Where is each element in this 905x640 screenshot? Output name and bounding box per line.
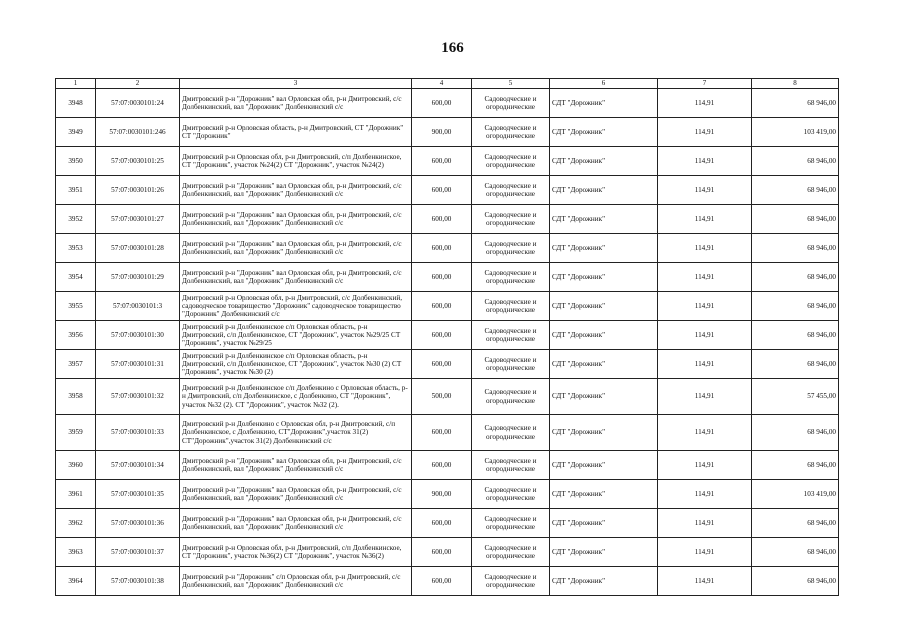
plot-area: 600,00: [412, 321, 472, 350]
unit-price: 114,91: [658, 509, 752, 538]
plot-address: Дмитровский р-н Долбенкинское с/п Орловская область, р-н Дмитровский, с/п Долбенкинское, СТ "Дорожник", участок №29/25 СТ "Дорожник", участок №29/25: [180, 321, 412, 350]
land-use: Садоводческие и огороднические: [472, 147, 550, 176]
unit-price: 114,91: [658, 415, 752, 451]
row-number: 3956: [56, 321, 96, 350]
column-header: 2: [96, 79, 180, 89]
cadastral-cost: 68 946,00: [752, 263, 839, 292]
land-use: Садоводческие и огороднические: [472, 292, 550, 321]
column-header: 3: [180, 79, 412, 89]
row-number: 3951: [56, 176, 96, 205]
plot-address: Дмитровский р-н Орловская обл, р-н Дмитровский, с/п Долбенкинское, СТ "Дорожник", участок №24(2) СТ "Дорожник", участок №24(2): [180, 147, 412, 176]
cadastral-cost: 68 946,00: [752, 292, 839, 321]
cadastral-number: 57:07:0030101:26: [96, 176, 180, 205]
plot-area: 600,00: [412, 567, 472, 596]
owner-name: СДТ "Дорожник": [550, 538, 658, 567]
unit-price: 114,91: [658, 480, 752, 509]
row-number: 3949: [56, 118, 96, 147]
land-use: Садоводческие и огороднические: [472, 205, 550, 234]
table-row: [56, 538, 839, 567]
plot-area: 600,00: [412, 415, 472, 451]
plot-area: 600,00: [412, 538, 472, 567]
table-row: [56, 350, 839, 379]
owner-name: СДТ "Дорожник": [550, 263, 658, 292]
land-use: Садоводческие и огороднические: [472, 176, 550, 205]
cadastral-cost: 68 946,00: [752, 176, 839, 205]
owner-name: СДТ "Дорожник": [550, 292, 658, 321]
cadastral-number: 57:07:0030101:38: [96, 567, 180, 596]
cadastral-number: 57:07:0030101:28: [96, 234, 180, 263]
table-row: [56, 234, 839, 263]
plot-address: Дмитровский р-н Орловская область, р-н Дмитровский, СТ "Дорожник" СТ "Дорожник": [180, 118, 412, 147]
plot-address: Дмитровский р-н "Дорожник" вал Орловская обл, р-н Дмитровский, с/с Долбенкинский, вал "Дорожник" Долбенкинский с/с: [180, 263, 412, 292]
cadastral-cost: 68 946,00: [752, 451, 839, 480]
plot-area: 600,00: [412, 89, 472, 118]
cadastral-number: 57:07:0030101:27: [96, 205, 180, 234]
row-number: 3963: [56, 538, 96, 567]
cadastral-number: 57:07:0030101:246: [96, 118, 180, 147]
unit-price: 114,91: [658, 205, 752, 234]
plot-address: Дмитровский р-н "Дорожник" вал Орловская обл, р-н Дмитровский, с/с Долбенкинский, вал "Дорожник" Долбенкинский с/с: [180, 509, 412, 538]
plot-address: Дмитровский р-н "Дорожник" вал Орловская обл, р-н Дмитровский, с/с Долбенкинский, вал "Дорожник" Долбенкинский с/с: [180, 234, 412, 263]
cadastral-cost: 103 419,00: [752, 118, 839, 147]
row-number: 3952: [56, 205, 96, 234]
owner-name: СДТ "Дорожник": [550, 176, 658, 205]
unit-price: 114,91: [658, 292, 752, 321]
land-use: Садоводческие и огороднические: [472, 509, 550, 538]
cadastral-cost: 68 946,00: [752, 321, 839, 350]
owner-name: СДТ "Дорожник": [550, 234, 658, 263]
unit-price: 114,91: [658, 451, 752, 480]
cadastral-number: 57:07:0030101:36: [96, 509, 180, 538]
land-use: Садоводческие и огороднические: [472, 538, 550, 567]
table-row: [56, 176, 839, 205]
owner-name: СДТ "Дорожник": [550, 118, 658, 147]
row-number: 3964: [56, 567, 96, 596]
plot-address: Дмитровский р-н "Дорожник" с/п Орловская обл, р-н Дмитровский, с/с Долбенкинский, вал "Дорожник" Долбенкинский с/с: [180, 567, 412, 596]
plot-area: 600,00: [412, 292, 472, 321]
land-use: Садоводческие и огороднические: [472, 451, 550, 480]
plot-address: Дмитровский р-н Долбенкинское с/п Долбенкино с Орловская область, р-н Дмитровский, с/п Долбенкинское, с Долбенкино, СТ "Дорожник", участок №32 (2). СТ "Дорожник", участок №32 (2).: [180, 379, 412, 415]
cadastral-cost: 68 946,00: [752, 234, 839, 263]
table-row: [56, 379, 839, 415]
cadastral-cost: 68 946,00: [752, 89, 839, 118]
plot-area: 600,00: [412, 350, 472, 379]
cadastral-number: 57:07:0030101:3: [96, 292, 180, 321]
unit-price: 114,91: [658, 89, 752, 118]
plot-address: Дмитровский р-н Долбенкинское с/п Орловская область, р-н Дмитровский, с/п Долбенкинское, СТ "Дорожник", участок №30 (2) СТ "Дорожник", участок №30 (2): [180, 350, 412, 379]
column-header: 8: [752, 79, 839, 89]
plot-address: Дмитровский р-н Долбенкино с Орловская обл, р-н Дмитровский, с/п Долбенкинское, с Долбенкино, СТ"Дорожник",участок 31(2) СТ"Дорожник",участок 31(2) Долбенкинский с/с: [180, 415, 412, 451]
plot-area: 900,00: [412, 480, 472, 509]
cadastral-cost: 68 946,00: [752, 538, 839, 567]
land-use: Садоводческие и огороднические: [472, 89, 550, 118]
unit-price: 114,91: [658, 567, 752, 596]
owner-name: СДТ "Дорожник": [550, 321, 658, 350]
plot-address: Дмитровский р-н "Дорожник" вал Орловская обл, р-н Дмитровский, с/с Долбенкинский, вал "Дорожник" Долбенкинский с/с: [180, 176, 412, 205]
plot-address: Дмитровский р-н "Дорожник" вал Орловская обл, р-н Дмитровский, с/с Долбенкинский, вал "Дорожник" Долбенкинский с/с: [180, 480, 412, 509]
cadastral-number: 57:07:0030101:30: [96, 321, 180, 350]
row-number: 3948: [56, 89, 96, 118]
cadastral-cost: 68 946,00: [752, 415, 839, 451]
page-number: 166: [441, 40, 464, 56]
unit-price: 114,91: [658, 263, 752, 292]
table-row: [56, 205, 839, 234]
table-row: [56, 480, 839, 509]
owner-name: СДТ "Дорожник": [550, 205, 658, 234]
row-number: 3958: [56, 379, 96, 415]
table-row: [56, 118, 839, 147]
owner-name: СДТ "Дорожник": [550, 379, 658, 415]
column-header: 5: [472, 79, 550, 89]
plot-address: Дмитровский р-н Орловская обл, р-н Дмитровский, с/п Долбенкинское, СТ "Дорожник", участок №36(2) СТ "Дорожник", участок №36(2): [180, 538, 412, 567]
plot-area: 600,00: [412, 263, 472, 292]
table-row: [56, 415, 839, 451]
plot-area: 500,00: [412, 379, 472, 415]
cadastral-number: 57:07:0030101:31: [96, 350, 180, 379]
land-use: Садоводческие и огороднические: [472, 480, 550, 509]
row-number: 3953: [56, 234, 96, 263]
cadastral-number: 57:07:0030101:35: [96, 480, 180, 509]
table-row: [56, 263, 839, 292]
cadastral-number: 57:07:0030101:29: [96, 263, 180, 292]
column-header: 4: [412, 79, 472, 89]
owner-name: СДТ "Дорожник": [550, 451, 658, 480]
table-row: [56, 292, 839, 321]
unit-price: 114,91: [658, 379, 752, 415]
land-use: Садоводческие и огороднические: [472, 234, 550, 263]
land-use: Садоводческие и огороднические: [472, 118, 550, 147]
cadastral-cost: 68 946,00: [752, 350, 839, 379]
owner-name: СДТ "Дорожник": [550, 89, 658, 118]
plot-area: 600,00: [412, 509, 472, 538]
owner-name: СДТ "Дорожник": [550, 350, 658, 379]
owner-name: СДТ "Дорожник": [550, 567, 658, 596]
plot-address: Дмитровский р-н Орловская обл, р-н Дмитровский, с/с Долбенкинский, садоводческое товарищество "Дорожник" садоводческое товарищество "Дорожник" Долбенкинский с/с: [180, 292, 412, 321]
plot-area: 600,00: [412, 205, 472, 234]
owner-name: СДТ "Дорожник": [550, 147, 658, 176]
plot-area: 900,00: [412, 118, 472, 147]
plot-area: 600,00: [412, 176, 472, 205]
cadastral-number: 57:07:0030101:32: [96, 379, 180, 415]
land-use: Садоводческие и огороднические: [472, 350, 550, 379]
row-number: 3962: [56, 509, 96, 538]
unit-price: 114,91: [658, 176, 752, 205]
cadastral-number: 57:07:0030101:37: [96, 538, 180, 567]
land-use: Садоводческие и огороднические: [472, 379, 550, 415]
cadastral-cost: 68 946,00: [752, 509, 839, 538]
land-use: Садоводческие и огороднические: [472, 321, 550, 350]
plot-address: Дмитровский р-н "Дорожник" вал Орловская обл, р-н Дмитровский, с/с Долбенкинский, вал "Дорожник" Долбенкинский с/с: [180, 205, 412, 234]
plot-area: 600,00: [412, 451, 472, 480]
cadastral-cost: 68 946,00: [752, 147, 839, 176]
cadastral-number: 57:07:0030101:25: [96, 147, 180, 176]
owner-name: СДТ "Дорожник": [550, 415, 658, 451]
cadastral-number: 57:07:0030101:34: [96, 451, 180, 480]
cadastral-number: 57:07:0030101:24: [96, 89, 180, 118]
cadastral-cost: 68 946,00: [752, 205, 839, 234]
owner-name: СДТ "Дорожник": [550, 480, 658, 509]
unit-price: 114,91: [658, 234, 752, 263]
cadastral-number: 57:07:0030101:33: [96, 415, 180, 451]
unit-price: 114,91: [658, 538, 752, 567]
unit-price: 114,91: [658, 147, 752, 176]
row-number: 3950: [56, 147, 96, 176]
plot-area: 600,00: [412, 147, 472, 176]
table-row: [56, 509, 839, 538]
table-row: [56, 567, 839, 596]
row-number: 3961: [56, 480, 96, 509]
row-number: 3955: [56, 292, 96, 321]
row-number: 3957: [56, 350, 96, 379]
column-header: 6: [550, 79, 658, 89]
table-header-row: [56, 79, 839, 89]
cadastral-cost: 68 946,00: [752, 567, 839, 596]
unit-price: 114,91: [658, 350, 752, 379]
plot-address: Дмитровский р-н "Дорожник" вал Орловская обл, р-н Дмитровский, с/с Долбенкинский, вал "Дорожник" Долбенкинский с/с: [180, 451, 412, 480]
row-number: 3954: [56, 263, 96, 292]
unit-price: 114,91: [658, 118, 752, 147]
table-row: [56, 89, 839, 118]
cadastral-cost: 103 419,00: [752, 480, 839, 509]
plot-area: 600,00: [412, 234, 472, 263]
table-row: [56, 147, 839, 176]
owner-name: СДТ "Дорожник": [550, 509, 658, 538]
table-row: [56, 451, 839, 480]
land-use: Садоводческие и огороднические: [472, 263, 550, 292]
row-number: 3960: [56, 451, 96, 480]
unit-price: 114,91: [658, 321, 752, 350]
row-number: 3959: [56, 415, 96, 451]
cadastral-cost: 57 455,00: [752, 379, 839, 415]
land-plots-table: [55, 78, 839, 596]
land-use: Садоводческие и огороднические: [472, 567, 550, 596]
column-header: 1: [56, 79, 96, 89]
land-use: Садоводческие и огороднические: [472, 415, 550, 451]
column-header: 7: [658, 79, 752, 89]
plot-address: Дмитровский р-н "Дорожник" вал Орловская обл, р-н Дмитровский, с/с Долбенкинский, вал "Дорожник" Долбенкинский с/с: [180, 89, 412, 118]
table-row: [56, 321, 839, 350]
